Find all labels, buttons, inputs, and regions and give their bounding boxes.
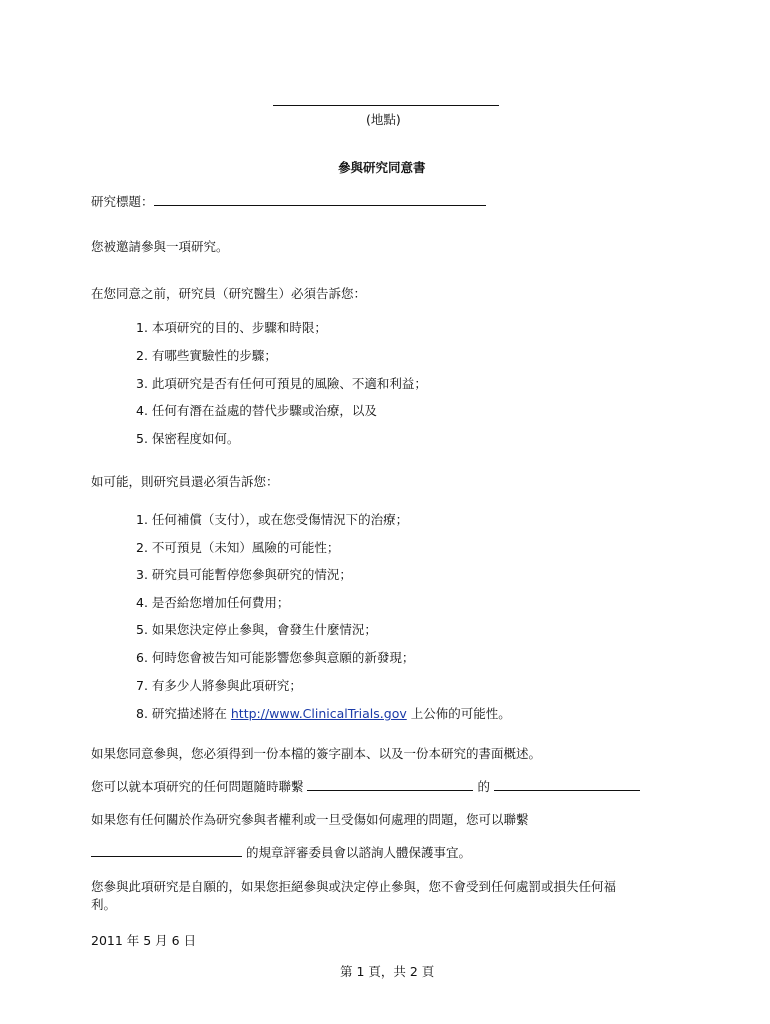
voluntary-line-1: 您參與此項研究是自願的，如果您拒絕參與或決定停止參與，您不會受到任何處罰或損失任何福 bbox=[91, 879, 617, 894]
list-item: 2. 不可預見（未知）風險的可能性； bbox=[136, 540, 340, 555]
document-title: 參與研究同意書 bbox=[338, 160, 426, 175]
contact-middle: 的 bbox=[473, 779, 494, 794]
list-item: 4. 任何有潛在益處的替代步驟或治療，以及 bbox=[136, 403, 377, 418]
location-label: (地點) bbox=[366, 112, 401, 127]
contact-prefix: 您可以就本項研究的任何問題隨時聯繫 bbox=[91, 779, 308, 794]
study-title-row bbox=[91, 192, 486, 210]
list-item: 4. 是否給您增加任何費用； bbox=[136, 595, 290, 610]
item8-prefix: 8. 研究描述將在 bbox=[136, 706, 231, 721]
rights-line: 如果您有任何關於作為研究參與者權利或一旦受傷如何處理的問題，您可以聯繫 bbox=[91, 812, 529, 827]
list-item: 6. 何時您會被告知可能影響您參與意願的新發現； bbox=[136, 650, 415, 665]
invitation-text: 您被邀請參與一項研究。 bbox=[91, 239, 229, 254]
list-item: 3. 研究員可能暫停您參與研究的情況； bbox=[136, 567, 352, 582]
list-item: 7. 有多少人將參與此項研究； bbox=[136, 678, 302, 693]
list-item: 3. 此項研究是否有任何可預見的風險、不適和利益； bbox=[136, 376, 427, 391]
list-item: 1. 任何補償（支付），或在您受傷情況下的治療； bbox=[136, 512, 409, 527]
clinicaltrials-link[interactable]: http://www.ClinicalTrials.gov bbox=[230, 706, 407, 721]
list-item: 5. 如果您決定停止參與，會發生什麼情況； bbox=[136, 622, 377, 637]
page-footer: 第 1 頁，共 2 頁 bbox=[340, 964, 435, 979]
may-tell-intro: 如可能，則研究員還必須告訴您： bbox=[91, 474, 279, 489]
contact-row bbox=[91, 777, 640, 795]
list-item-8 bbox=[136, 704, 511, 722]
irb-blank bbox=[91, 856, 242, 857]
item8-suffix: 上公佈的可能性。 bbox=[406, 706, 511, 721]
list-item: 2. 有哪些實驗性的步驟； bbox=[136, 348, 277, 363]
must-tell-intro: 在您同意之前，研究員（研究醫生）必須告訴您： bbox=[91, 286, 367, 301]
list-item: 5. 保密程度如何。 bbox=[136, 431, 240, 446]
irb-line-text: 的規章評審委員會以諮詢人體保護事宜。 bbox=[242, 845, 471, 860]
voluntary-line-2: 利。 bbox=[91, 897, 117, 912]
location-blank-line bbox=[273, 105, 499, 106]
list-item: 1. 本項研究的目的、步驟和時限； bbox=[136, 320, 327, 335]
copy-statement: 如果您同意參與，您必須得到一份本檔的簽字副本、以及一份本研究的書面概述。 bbox=[91, 746, 542, 761]
contact-institution-blank bbox=[494, 790, 640, 791]
contact-person-blank bbox=[307, 790, 473, 791]
document-date: 2011 年 5 月 6 日 bbox=[91, 933, 197, 948]
study-title-label: 研究標題： bbox=[91, 194, 154, 209]
irb-row bbox=[91, 843, 471, 861]
study-title-blank bbox=[154, 205, 486, 206]
